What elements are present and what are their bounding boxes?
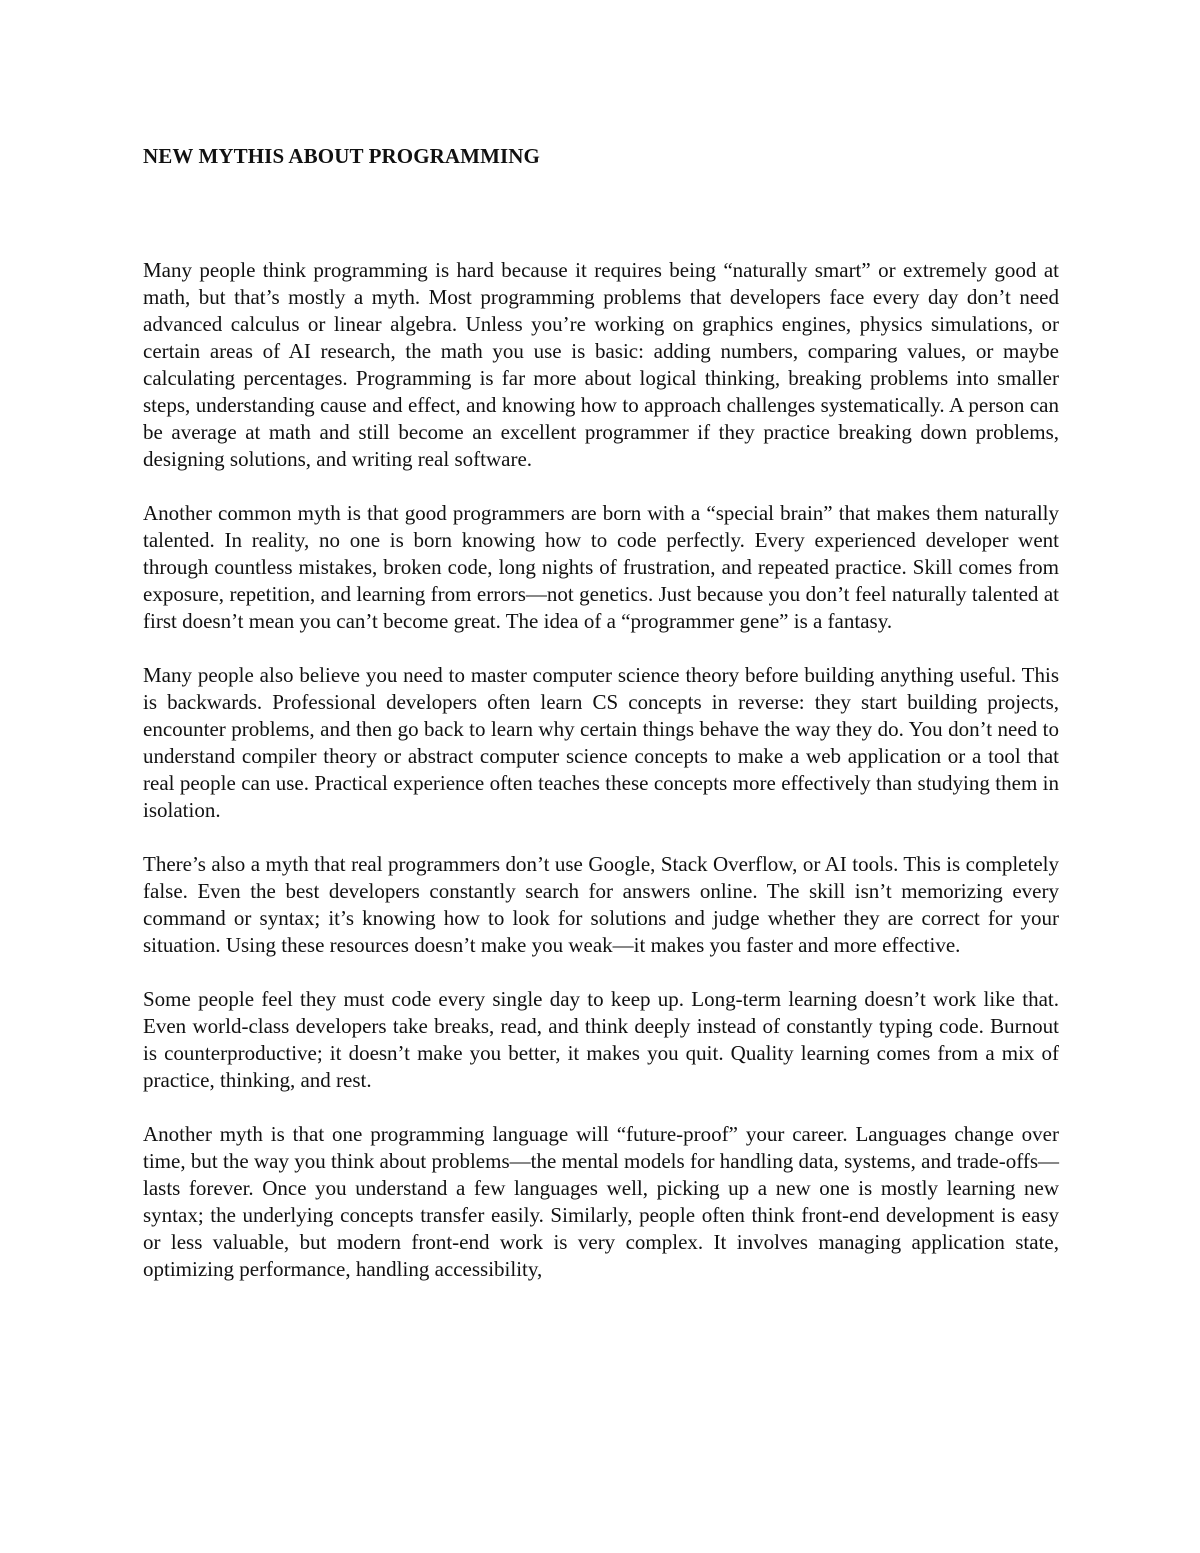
paragraph-special-brain-myth: Another common myth is that good programmers are born with a “special brain” that makes them naturally talented. In reality, no one is born knowing how to code perfectly. Every experienced developer went through countless mistakes, broken code, long nights of frustration, and repeated practice. Skill comes from exposure, repetition, and learning from errors—not genetics. Just because you don’t feel naturally talented at first doesn’t mean you can’t become great. The idea of a “programmer gene” is a fantasy.	[143, 501, 1059, 633]
paragraph-language-future-proof-myth: Another myth is that one programming language will “future-proof” your career. Languages change over time, but the way you think about problems—the mental models for handling data, systems, and trade-offs—lasts forever. Once you understand a few languages well, picking up a new one is mostly learning new syntax; the underlying concepts transfer easily. Similarly, people often think front-end development is easy or less valuable, but modern front-end work is very complex. It involves managing application state, optimizing performance, handling accessibility,	[143, 1122, 1059, 1281]
paragraph-math-myth: Many people think programming is hard because it requires being “naturally smart” or extremely good at math, but that’s mostly a myth. Most programming problems that developers face every day don’t need advanced calculus or linear algebra. Unless you’re working on graphics engines, physics simulations, or certain areas of AI research, the math you use is basic: adding numbers, comparing values, or maybe calculating percentages. Programming is far more about logical thinking, breaking problems into smaller steps, understanding cause and effect, and knowing how to approach challenges systematically. A person can be average at math and still become an excellent programmer if they practice breaking down problems, designing solutions, and writing real software.	[143, 258, 1059, 471]
paragraph-cs-theory-myth: Many people also believe you need to master computer science theory before building anything useful. This is backwards. Professional developers often learn CS concepts in reverse: they start building projects, encounter problems, and then go back to learn why certain things behave the way they do. You don’t need to understand compiler theory or abstract computer science concepts to make a web application or a tool that real people can use. Practical experience often teaches these concepts more effectively than studying them in isolation.	[143, 663, 1059, 822]
document-body	[143, 143, 1059, 1310]
page-title: NEW MYTHIS ABOUT PROGRAMMING	[143, 144, 540, 168]
paragraph-search-tools-myth: There’s also a myth that real programmers don’t use Google, Stack Overflow, or AI tools. This is completely false. Even the best developers constantly search for answers online. The skill isn’t memorizing every command or syntax; it’s knowing how to look for solutions and judge whether they are correct for your situation. Using these resources doesn’t make you weak—it makes you faster and more effective.	[143, 852, 1059, 957]
paragraph-code-every-day-myth: Some people feel they must code every single day to keep up. Long-term learning doesn’t work like that. Even world-class developers take breaks, read, and think deeply instead of constantly typing code. Burnout is counterproductive; it doesn’t make you better, it makes you quit. Quality learning comes from a mix of practice, thinking, and rest.	[143, 987, 1059, 1092]
